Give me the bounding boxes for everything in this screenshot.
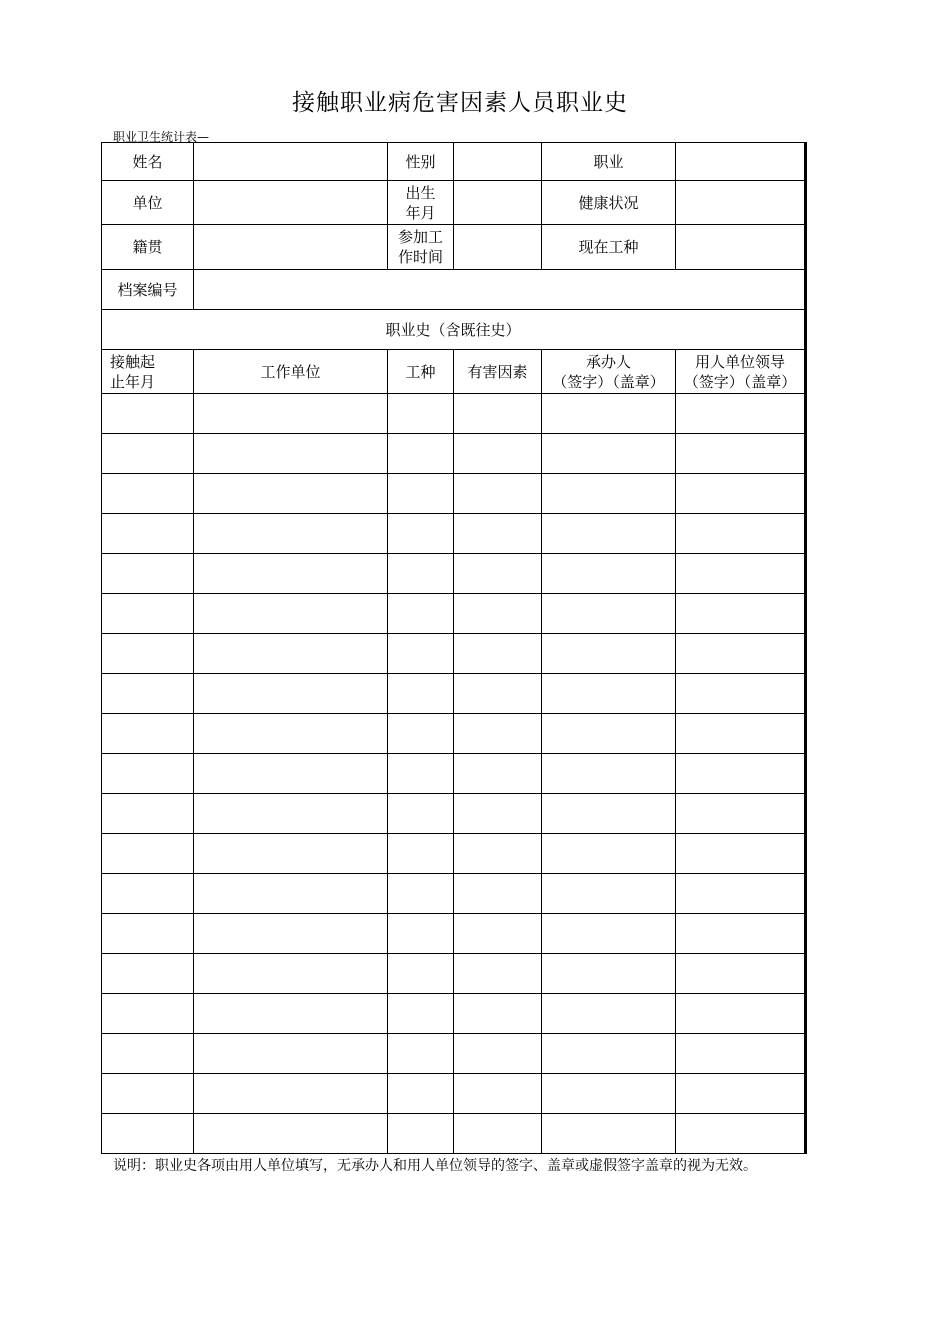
gender-label: 性别 <box>388 143 454 181</box>
cell-job-type[interactable] <box>388 554 454 594</box>
header-handler-line-1: 承办人 <box>585 352 631 371</box>
cell-job-type[interactable] <box>388 834 454 874</box>
cell-job-type[interactable] <box>388 514 454 554</box>
cell-period[interactable] <box>102 1074 194 1114</box>
cell-handler[interactable] <box>542 1074 676 1114</box>
table-row <box>102 1034 806 1074</box>
cell-handler[interactable] <box>542 874 676 914</box>
table-row <box>102 874 806 914</box>
cell-leader[interactable] <box>676 994 806 1034</box>
cell-hazards[interactable] <box>454 994 542 1034</box>
header-handler-line-2: （签字）（盖章） <box>552 372 665 391</box>
cell-job-type[interactable] <box>388 434 454 474</box>
cell-period[interactable] <box>102 434 194 474</box>
cell-leader[interactable] <box>676 394 806 434</box>
cell-handler[interactable] <box>542 834 676 874</box>
table-row <box>102 674 806 714</box>
cell-period[interactable] <box>102 994 194 1034</box>
cell-period[interactable] <box>102 554 194 594</box>
cell-period[interactable] <box>102 714 194 754</box>
cell-work-unit[interactable] <box>194 754 388 794</box>
cell-hazards[interactable] <box>454 714 542 754</box>
unit-field[interactable] <box>194 181 388 225</box>
table-row <box>102 834 806 874</box>
cell-job-type[interactable] <box>388 1034 454 1074</box>
name-label: 姓名 <box>102 143 194 181</box>
cell-work-unit[interactable] <box>194 474 388 514</box>
cell-leader[interactable] <box>676 674 806 714</box>
cell-work-unit[interactable] <box>194 634 388 674</box>
cell-work-unit[interactable] <box>194 954 388 994</box>
cell-hazards[interactable] <box>454 954 542 994</box>
cell-leader[interactable] <box>676 754 806 794</box>
header-leader-line-2: （签字）（盖章） <box>683 372 797 391</box>
cell-period[interactable] <box>102 674 194 714</box>
native-place-field[interactable] <box>194 225 388 270</box>
cell-hazards[interactable] <box>454 594 542 634</box>
table-row <box>102 994 806 1034</box>
cell-hazards[interactable] <box>454 554 542 594</box>
cell-work-unit[interactable] <box>194 874 388 914</box>
work-start-field[interactable] <box>454 225 542 270</box>
cell-job-type[interactable] <box>388 594 454 634</box>
cell-job-type[interactable] <box>388 754 454 794</box>
cell-handler[interactable] <box>542 714 676 754</box>
header-period <box>102 350 194 394</box>
health-label: 健康状况 <box>542 181 676 225</box>
birth-label-line-1: 出生 <box>405 183 436 202</box>
cell-leader[interactable] <box>676 1034 806 1074</box>
cell-leader[interactable] <box>676 954 806 994</box>
table-row <box>102 754 806 794</box>
cell-leader[interactable] <box>676 514 806 554</box>
table-row <box>102 954 806 994</box>
cell-hazards[interactable] <box>454 634 542 674</box>
header-hazards: 有害因素 <box>454 350 542 394</box>
cell-work-unit[interactable] <box>194 794 388 834</box>
cell-leader[interactable] <box>676 914 806 954</box>
cell-work-unit[interactable] <box>194 994 388 1034</box>
cell-period[interactable] <box>102 794 194 834</box>
cell-handler[interactable] <box>542 1114 676 1154</box>
cell-leader[interactable] <box>676 434 806 474</box>
table-row <box>102 794 806 834</box>
birth-field[interactable] <box>454 181 542 225</box>
native-place-label: 籍贯 <box>102 225 194 270</box>
cell-hazards[interactable] <box>454 1074 542 1114</box>
occupation-label: 职业 <box>542 143 676 181</box>
cell-period[interactable] <box>102 474 194 514</box>
cell-period[interactable] <box>102 514 194 554</box>
cell-leader[interactable] <box>676 874 806 914</box>
table-row <box>102 394 806 434</box>
cell-period[interactable] <box>102 834 194 874</box>
cell-work-unit[interactable] <box>194 514 388 554</box>
cell-job-type[interactable] <box>388 874 454 914</box>
cell-hazards[interactable] <box>454 674 542 714</box>
cell-leader[interactable] <box>676 554 806 594</box>
cell-period[interactable] <box>102 954 194 994</box>
cell-work-unit[interactable] <box>194 434 388 474</box>
cell-handler[interactable] <box>542 514 676 554</box>
cell-job-type[interactable] <box>388 1074 454 1114</box>
cell-leader[interactable] <box>676 594 806 634</box>
health-field[interactable] <box>676 181 806 225</box>
cell-period[interactable] <box>102 1034 194 1074</box>
table-row <box>102 594 806 634</box>
form-notes: 说明：职业史各项由用人单位填写，无承办人和用人单位领导的签字、盖章或虚假签字盖章的视为无效。 <box>113 1158 757 1174</box>
header-period-line-1: 接触起 <box>110 352 156 371</box>
table-row <box>102 1114 806 1154</box>
cell-handler[interactable] <box>542 434 676 474</box>
cell-handler[interactable] <box>542 794 676 834</box>
table-row <box>102 474 806 514</box>
cell-hazards[interactable] <box>454 434 542 474</box>
cell-job-type[interactable] <box>388 914 454 954</box>
table-row <box>102 714 806 754</box>
cell-period[interactable] <box>102 1114 194 1154</box>
cell-job-type[interactable] <box>388 1114 454 1154</box>
table-row <box>102 554 806 594</box>
table-row <box>102 914 806 954</box>
cell-leader[interactable] <box>676 794 806 834</box>
cell-work-unit[interactable] <box>194 834 388 874</box>
cell-handler[interactable] <box>542 674 676 714</box>
cell-job-type[interactable] <box>388 634 454 674</box>
cell-leader[interactable] <box>676 634 806 674</box>
cell-leader[interactable] <box>676 1114 806 1154</box>
cell-period[interactable] <box>102 754 194 794</box>
form-subtitle: 职业卫生统计表— <box>113 130 210 144</box>
cell-hazards[interactable] <box>454 1114 542 1154</box>
cell-leader[interactable] <box>676 834 806 874</box>
birth-label <box>388 181 454 225</box>
cell-handler[interactable] <box>542 474 676 514</box>
cell-period[interactable] <box>102 394 194 434</box>
cell-handler[interactable] <box>542 954 676 994</box>
header-leader-line-1: 用人单位领导 <box>694 352 785 371</box>
work-start-label-line-1: 参加工 <box>397 228 443 246</box>
birth-label-line-2: 年月 <box>405 203 436 222</box>
cell-work-unit[interactable] <box>194 674 388 714</box>
cell-job-type[interactable] <box>388 714 454 754</box>
unit-label: 单位 <box>102 181 194 225</box>
current-job-label: 现在工种 <box>542 225 676 270</box>
cell-hazards[interactable] <box>454 914 542 954</box>
cell-job-type[interactable] <box>388 794 454 834</box>
header-leader <box>676 350 806 394</box>
cell-hazards[interactable] <box>454 834 542 874</box>
cell-job-type[interactable] <box>388 994 454 1034</box>
header-period-line-2: 止年月 <box>110 372 156 391</box>
cell-hazards[interactable] <box>454 754 542 794</box>
cell-handler[interactable] <box>542 594 676 634</box>
cell-period[interactable] <box>102 594 194 634</box>
cell-work-unit[interactable] <box>194 1074 388 1114</box>
form-title: 接触职业病危害因素人员职业史 <box>292 90 628 116</box>
cell-work-unit[interactable] <box>194 1034 388 1074</box>
cell-hazards[interactable] <box>454 394 542 434</box>
gender-field[interactable] <box>454 143 542 181</box>
cell-work-unit[interactable] <box>194 914 388 954</box>
cell-hazards[interactable] <box>454 1034 542 1074</box>
header-work-unit: 工作单位 <box>194 350 388 394</box>
cell-handler[interactable] <box>542 1034 676 1074</box>
cell-hazards[interactable] <box>454 794 542 834</box>
cell-hazards[interactable] <box>454 474 542 514</box>
cell-job-type[interactable] <box>388 394 454 434</box>
cell-job-type[interactable] <box>388 954 454 994</box>
cell-work-unit[interactable] <box>194 594 388 634</box>
work-start-label-line-2: 作时间 <box>397 248 443 266</box>
work-start-label <box>388 225 454 270</box>
table-row <box>102 514 806 554</box>
history-section-title: 职业史（含既往史） <box>102 310 806 350</box>
cell-handler[interactable] <box>542 994 676 1034</box>
occupation-field[interactable] <box>676 143 806 181</box>
cell-job-type[interactable] <box>388 674 454 714</box>
cell-period[interactable] <box>102 874 194 914</box>
table-row <box>102 1074 806 1114</box>
cell-work-unit[interactable] <box>194 394 388 434</box>
table-row <box>102 434 806 474</box>
header-handler <box>542 350 676 394</box>
cell-handler[interactable] <box>542 554 676 594</box>
occupational-history-form <box>101 142 807 1154</box>
cell-handler[interactable] <box>542 914 676 954</box>
cell-work-unit[interactable] <box>194 714 388 754</box>
cell-hazards[interactable] <box>454 874 542 914</box>
table-row <box>102 634 806 674</box>
cell-handler[interactable] <box>542 634 676 674</box>
file-number-label: 档案编号 <box>102 270 194 310</box>
current-job-field[interactable] <box>676 225 806 270</box>
name-field[interactable] <box>194 143 388 181</box>
cell-period[interactable] <box>102 914 194 954</box>
cell-leader[interactable] <box>676 1074 806 1114</box>
cell-handler[interactable] <box>542 394 676 434</box>
cell-job-type[interactable] <box>388 474 454 514</box>
cell-work-unit[interactable] <box>194 1114 388 1154</box>
cell-hazards[interactable] <box>454 514 542 554</box>
cell-handler[interactable] <box>542 754 676 794</box>
cell-leader[interactable] <box>676 714 806 754</box>
file-number-field[interactable] <box>194 270 806 310</box>
cell-work-unit[interactable] <box>194 554 388 594</box>
cell-period[interactable] <box>102 634 194 674</box>
cell-leader[interactable] <box>676 474 806 514</box>
header-job-type: 工种 <box>388 350 454 394</box>
